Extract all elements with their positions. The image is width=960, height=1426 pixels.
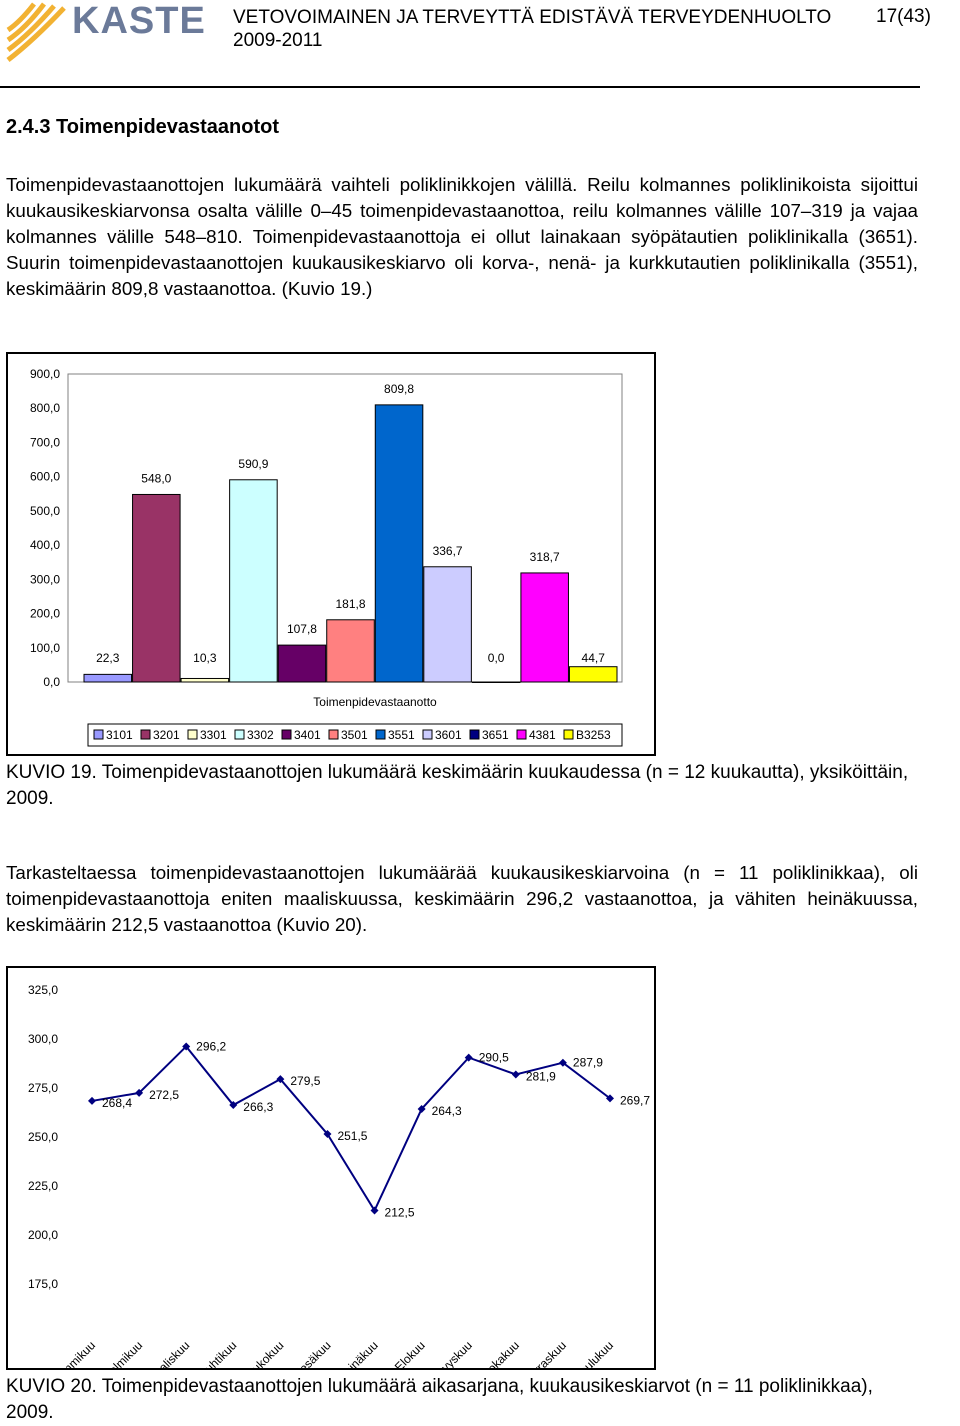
data-label-3551: 809,8 [384,381,415,396]
y-tick-label: 325,0 [27,983,58,997]
paragraph-2 [6,860,918,938]
y-tick-label: 250,0 [27,1130,58,1144]
bar-3651 [472,682,520,683]
x-tick-label: Kesäkuu [290,1338,334,1368]
logo-text: KASTE [72,0,206,42]
y-tick-label: 200,0 [27,1228,58,1242]
y-tick-label: 200,0 [29,606,60,621]
bar-4381 [521,573,569,682]
bar-chart-figure [6,352,656,756]
legend-swatch-3101 [94,730,103,739]
y-tick-label: 0,0 [43,675,60,689]
data-label-B3253: 44,7 [581,651,605,665]
bar-chart [8,354,654,754]
data-label: 272,5 [149,1087,180,1102]
document-title [233,6,831,52]
legend-label-4381: 4381 [529,728,556,742]
data-label: 279,5 [290,1074,321,1089]
data-point [512,1070,520,1078]
y-tick-label: 300,0 [29,572,60,587]
data-label: 212,5 [384,1205,415,1220]
y-tick-label: 225,0 [27,1179,58,1193]
x-tick-label: Helmikuu [99,1338,146,1368]
y-tick-label: 300,0 [27,1032,58,1046]
data-label: 296,2 [196,1039,227,1054]
legend-swatch-3301 [188,730,197,739]
figure-caption-19: KUVIO 19. Toimenpidevastaanottojen lukumäärä keskimäärin kuukaudessa (n = 12 kuukautta), yksiköittäin, 2009. [6,762,909,809]
line-chart-figure [6,966,656,1370]
x-tick-label: Maaliskuu [144,1338,193,1368]
legend-label-3101: 3101 [106,728,133,742]
paragraph-2-text: Tarkasteltaessa toimenpidevastaanottojen lukumäärää kuukausikeskiarvoina (n = 11 poliklinikkaa), oli toimenpidevastaanottoja eniten maaliskuussa, keskimäärin 296,2 vastaanottoa, ja vähiten heinäkuussa, keskimäärin 212,5 vastaanottoa (Kuvio 20). [6,862,918,935]
data-label-3301: 10,3 [193,651,217,665]
legend-label-3302: 3302 [247,728,274,742]
x-tick-label: Huhtikuu [195,1338,240,1368]
y-tick-label: 600,0 [29,469,60,484]
legend-swatch-B3253 [564,730,573,739]
document-title-line1: VETOVOIMAINEN JA TERVEYTTÄ EDISTÄVÄ TERVEYDENHUOLTO [233,7,832,28]
data-label-3651: 0,0 [487,651,505,665]
y-tick-label: 100,0 [29,640,60,655]
x-axis-label: Toimenpidevastaanotto [313,695,437,709]
x-tick-label: Joulukuu [572,1338,617,1368]
x-tick-label: Toukokuu [240,1338,287,1368]
y-tick-label: 500,0 [29,503,60,518]
legend-swatch-3601 [423,730,432,739]
legend-label-3551: 3551 [388,728,415,742]
data-label: 269,7 [620,1093,651,1108]
data-label-3601: 336,7 [432,543,463,558]
data-point [88,1097,96,1105]
bar-3302 [230,480,278,682]
line-chart [8,968,654,1368]
legend-swatch-3201 [141,730,150,739]
x-tick-label: Marraskuu [519,1338,570,1368]
paragraph-1-text: Toimenpidevastaanottojen lukumäärä vaihteli poliklinikkojen välillä. Reilu kolmannes poliklinikoista sijoittui kuukausikeskiarvonsa osalta välille 0–45 toimenpidevastaanottoa, reilu kolmannes välille 107–319 ja vajaa kolmannes välille 548–810. Toimenpidevastaanottoja ei ollut lainakaan syöpätautien poliklinikalla (3651). Suurin toimenpidevastaanottojen kuukausikeskiarvo oli korva-, nenä- ja kurkkutautien poliklinikalla (3551), keskimäärin 809,8 vastaanottoa. (Kuvio 19.) [6,174,918,299]
legend-label-3601: 3601 [435,728,462,742]
x-tick-label: Tammikuu [49,1338,99,1368]
bar-3601 [424,567,472,682]
bar-3301 [181,678,229,682]
bar-3551 [375,405,423,682]
data-label: 251,5 [337,1129,368,1144]
x-tick-label: Syyskuu [432,1338,475,1368]
data-label-4381: 318,7 [529,549,560,564]
legend-label-3301: 3301 [200,728,227,742]
legend-swatch-3401 [282,730,291,739]
x-tick-label: Elokuu [391,1338,428,1368]
data-label: 266,3 [243,1100,274,1115]
data-label: 287,9 [572,1055,603,1070]
paragraph-1 [6,172,918,302]
section-heading: 2.4.3 Toimenpidevastaanotot [6,116,280,138]
figure-caption-20: KUVIO 20. Toimenpidevastaanottojen lukumäärä aikasarjana, kuukausikeskiarvot (n = 11 poliklinikkaa), 2009. [6,1376,873,1423]
legend-swatch-3651 [470,730,479,739]
bar-3101 [84,674,132,682]
data-label: 264,3 [431,1103,462,1118]
data-label-3501: 181,8 [335,596,366,611]
legend-swatch-3302 [235,730,244,739]
page-number: 17(43) [876,6,931,27]
data-label: 290,5 [478,1050,509,1065]
data-label-3302: 590,9 [238,456,269,471]
y-tick-label: 175,0 [27,1277,58,1291]
bar-3501 [327,620,375,682]
data-label: 281,9 [525,1069,556,1084]
data-label-3201: 548,0 [141,471,172,486]
legend-swatch-3551 [376,730,385,739]
data-label-3101: 22,3 [96,651,120,665]
legend-label-3201: 3201 [153,728,180,742]
bar-3401 [278,645,326,682]
y-tick-label: 800,0 [29,401,60,416]
data-label: 268,4 [102,1095,133,1110]
legend-label-3651: 3651 [482,728,509,742]
legend-swatch-4381 [517,730,526,739]
bar-B3253 [569,667,617,682]
bar-3201 [133,494,181,682]
x-tick-label: Heinäkuu [334,1338,381,1368]
legend-label-B3253: B3253 [576,728,611,742]
legend-swatch-3501 [329,730,338,739]
document-title-line2: 2009-2011 [233,30,323,51]
data-label-3401: 107,8 [286,622,317,637]
legend-label-3401: 3401 [294,728,321,742]
legend-label-3501: 3501 [341,728,368,742]
y-tick-label: 400,0 [29,538,60,553]
x-tick-label: Lokakuu [479,1338,522,1368]
kaste-logo-mark [4,0,74,64]
y-tick-label: 275,0 [27,1081,58,1095]
y-tick-label: 700,0 [29,435,60,450]
y-tick-label: 900,0 [29,367,60,381]
header-rule [0,86,920,88]
